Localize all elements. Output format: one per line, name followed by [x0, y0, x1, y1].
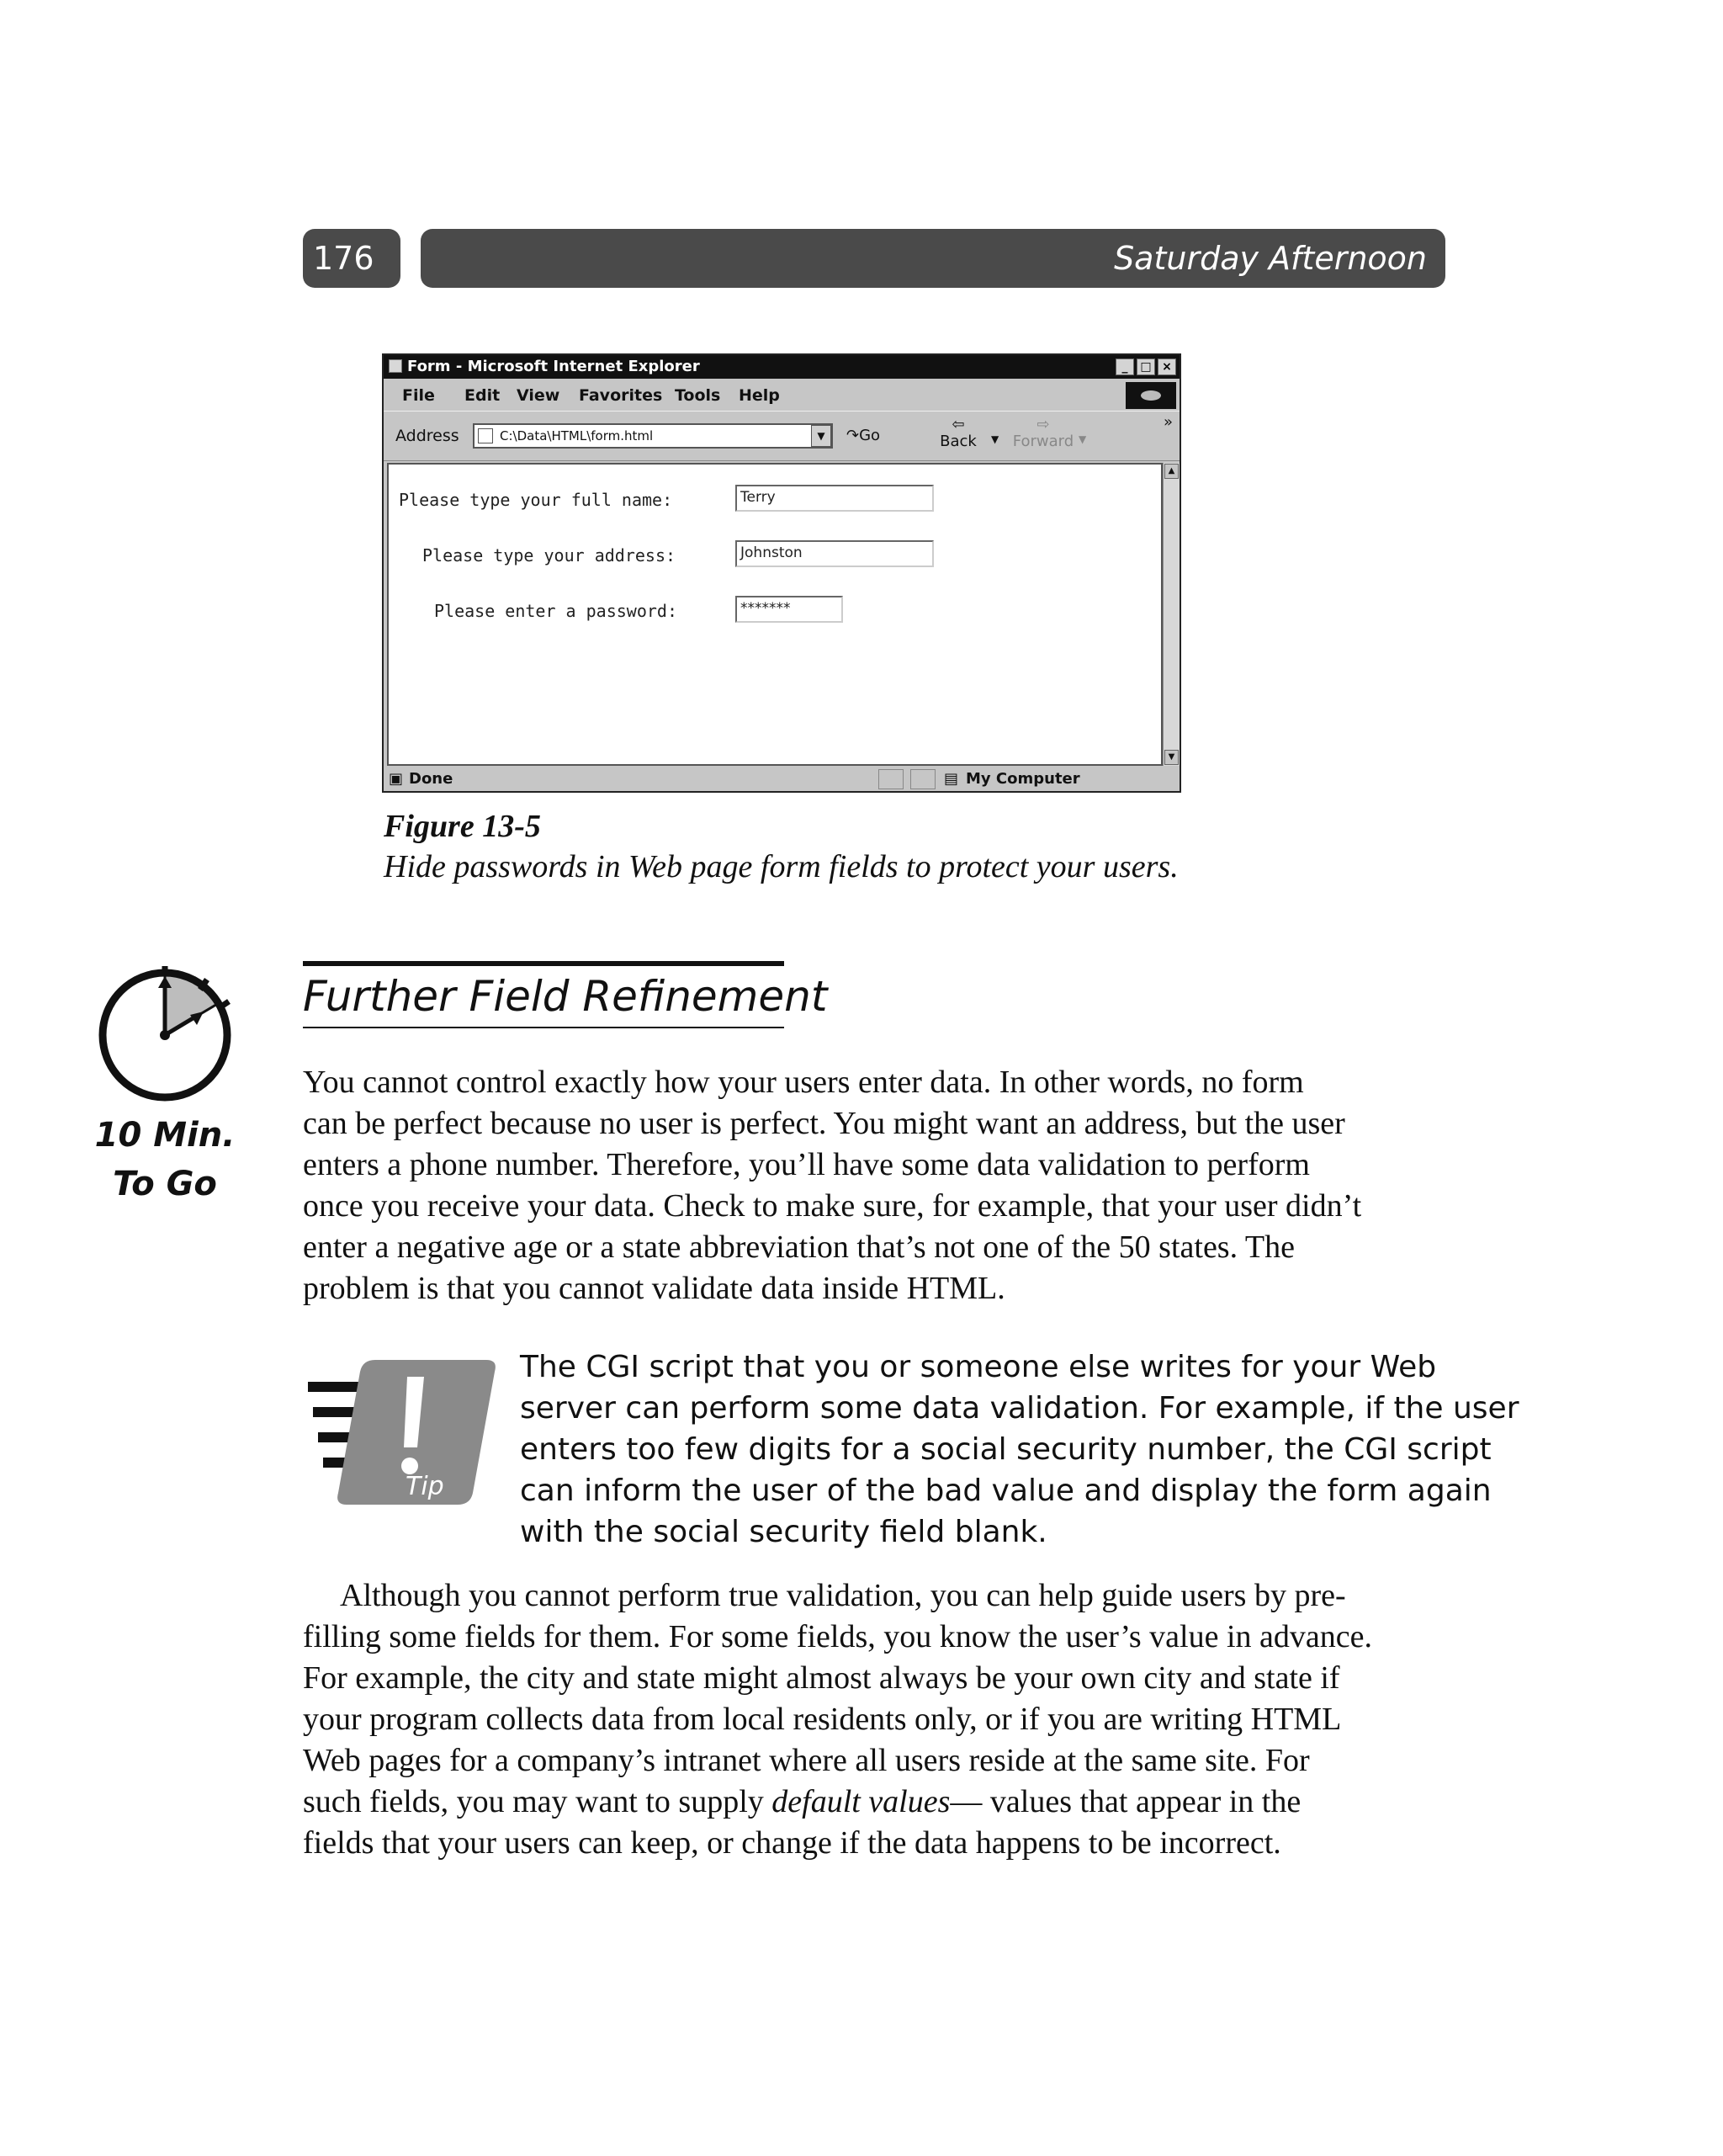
- running-header-title: Saturday Afternoon: [421, 229, 1445, 288]
- text-line: your program collects data from local residents only, or if you are writing HTML: [303, 1702, 1342, 1737]
- status-segment: [910, 769, 936, 789]
- vertical-scrollbar[interactable]: [1163, 463, 1180, 766]
- text-line: You cannot control exactly how your users enter data. In other words, no form: [303, 1065, 1304, 1100]
- forward-arrow-icon: ⇨: [1036, 416, 1050, 433]
- menu-file[interactable]: File: [402, 386, 435, 405]
- forward-button[interactable]: [1010, 417, 1077, 450]
- page-number: 176: [303, 229, 400, 288]
- tip-icon-label: Tip: [406, 1472, 444, 1501]
- text-line: can be perfect because no user is perfect. You might want an address, but the user: [303, 1106, 1345, 1141]
- menu-view[interactable]: View: [517, 386, 560, 405]
- back-arrow-icon: ⇦: [952, 416, 965, 433]
- forward-label: Forward: [1012, 433, 1074, 450]
- tip-line: can inform the user of the bad value and display the form again: [520, 1474, 1492, 1508]
- page-viewport: [387, 463, 1163, 766]
- computer-icon: ▤: [944, 770, 959, 788]
- tip-text: [520, 1346, 1519, 1553]
- address-label: Address: [395, 427, 459, 445]
- back-button[interactable]: [929, 417, 988, 450]
- text-line: enter a negative age or a state abbreviation that’s not one of the 50 states. The: [303, 1229, 1295, 1265]
- forward-dropdown-icon[interactable]: ▼: [1079, 433, 1087, 445]
- go-button[interactable]: [846, 427, 880, 444]
- back-label: Back: [940, 433, 977, 450]
- menu-help[interactable]: Help: [739, 386, 780, 405]
- text-line: filling some fields for them. For some fields, you know the user’s value in advance.: [303, 1619, 1372, 1654]
- password-input[interactable]: *******: [735, 596, 843, 623]
- paragraph-1: [303, 1062, 1361, 1309]
- figure-label: Figure 13-5: [384, 809, 541, 844]
- address-input[interactable]: [473, 423, 833, 449]
- address-field-label: Please type your address:: [422, 545, 676, 566]
- ie-app-icon: [389, 359, 402, 373]
- timer-label: [81, 1111, 249, 1208]
- text-span: such fields, you may want to supply: [303, 1784, 772, 1819]
- scroll-down-icon[interactable]: ▼: [1164, 750, 1179, 765]
- status-segment: [878, 769, 904, 789]
- window-title: Form - Microsoft Internet Explorer: [407, 358, 700, 375]
- status-zone: My Computer: [966, 770, 1080, 788]
- window-titlebar: [384, 355, 1180, 379]
- maximize-button[interactable]: □: [1137, 358, 1155, 375]
- address-field-input[interactable]: Johnston: [735, 540, 934, 567]
- fullname-label: Please type your full name:: [399, 490, 673, 510]
- password-label: Please enter a password:: [434, 601, 677, 621]
- tip-line: with the social security field blank.: [520, 1515, 1047, 1549]
- timer-line1: 10 Min.: [94, 1116, 236, 1155]
- go-arrow-icon: ↷: [846, 427, 860, 444]
- text-line: Web pages for a company’s intranet where all users reside at the same site. For: [303, 1743, 1310, 1778]
- page-icon: [478, 428, 493, 443]
- status-page-icon: ▣: [389, 770, 404, 788]
- paragraph-2: [303, 1575, 1372, 1864]
- menu-tools[interactable]: Tools: [675, 386, 721, 405]
- text-line: problem is that you cannot validate data inside HTML.: [303, 1271, 1005, 1306]
- text-line: enters a phone number. Therefore, you’ll have some data validation to perform: [303, 1147, 1310, 1182]
- ie-logo-icon: [1126, 382, 1176, 409]
- minimize-button[interactable]: _: [1116, 358, 1134, 375]
- address-toolbar: [384, 411, 1180, 461]
- more-chevron-icon[interactable]: »: [1163, 413, 1173, 431]
- text-span: — values that appear in the: [950, 1784, 1302, 1819]
- menu-bar: [384, 379, 1180, 411]
- status-bar: [384, 767, 1180, 791]
- tip-icon: [308, 1360, 498, 1505]
- go-label: Go: [859, 427, 881, 444]
- timer-icon: [96, 959, 239, 1102]
- text-line: once you receive your data. Check to make sure, for example, that your user didn’t: [303, 1188, 1362, 1224]
- fullname-input[interactable]: Terry: [735, 485, 934, 512]
- timer-line2: To Go: [113, 1165, 217, 1203]
- close-button[interactable]: ×: [1158, 358, 1176, 375]
- section-heading: Further Field Refinement: [303, 972, 828, 1021]
- menu-favorites[interactable]: Favorites: [579, 386, 663, 405]
- text-line: Although you cannot perform true validation, you can help guide users by pre-: [340, 1578, 1346, 1613]
- text-line: For example, the city and state might almost always be your own city and state if: [303, 1660, 1340, 1696]
- status-done: Done: [409, 770, 453, 788]
- address-value: C:\Data\HTML\form.html: [500, 428, 654, 443]
- figure-caption: Hide passwords in Web page form fields to protect your users.: [384, 849, 1179, 884]
- tip-line: enters too few digits for a social security number, the CGI script: [520, 1432, 1492, 1467]
- text-line: fields that your users can keep, or change if the data happens to be incorrect.: [303, 1825, 1281, 1861]
- back-dropdown-icon[interactable]: ▼: [991, 433, 999, 445]
- figure-screenshot: [382, 353, 1181, 793]
- heading-rule-bottom: [303, 1027, 784, 1028]
- menu-edit[interactable]: Edit: [464, 386, 501, 405]
- tip-line: server can perform some data validation. For example, if the user: [520, 1391, 1519, 1426]
- address-dropdown-icon[interactable]: ▼: [811, 425, 831, 447]
- text-line: [303, 1782, 1372, 1823]
- scroll-up-icon[interactable]: ▲: [1164, 464, 1179, 479]
- emphasis-default-values: default values: [771, 1784, 951, 1819]
- tip-line: The CGI script that you or someone else writes for your Web: [520, 1350, 1437, 1384]
